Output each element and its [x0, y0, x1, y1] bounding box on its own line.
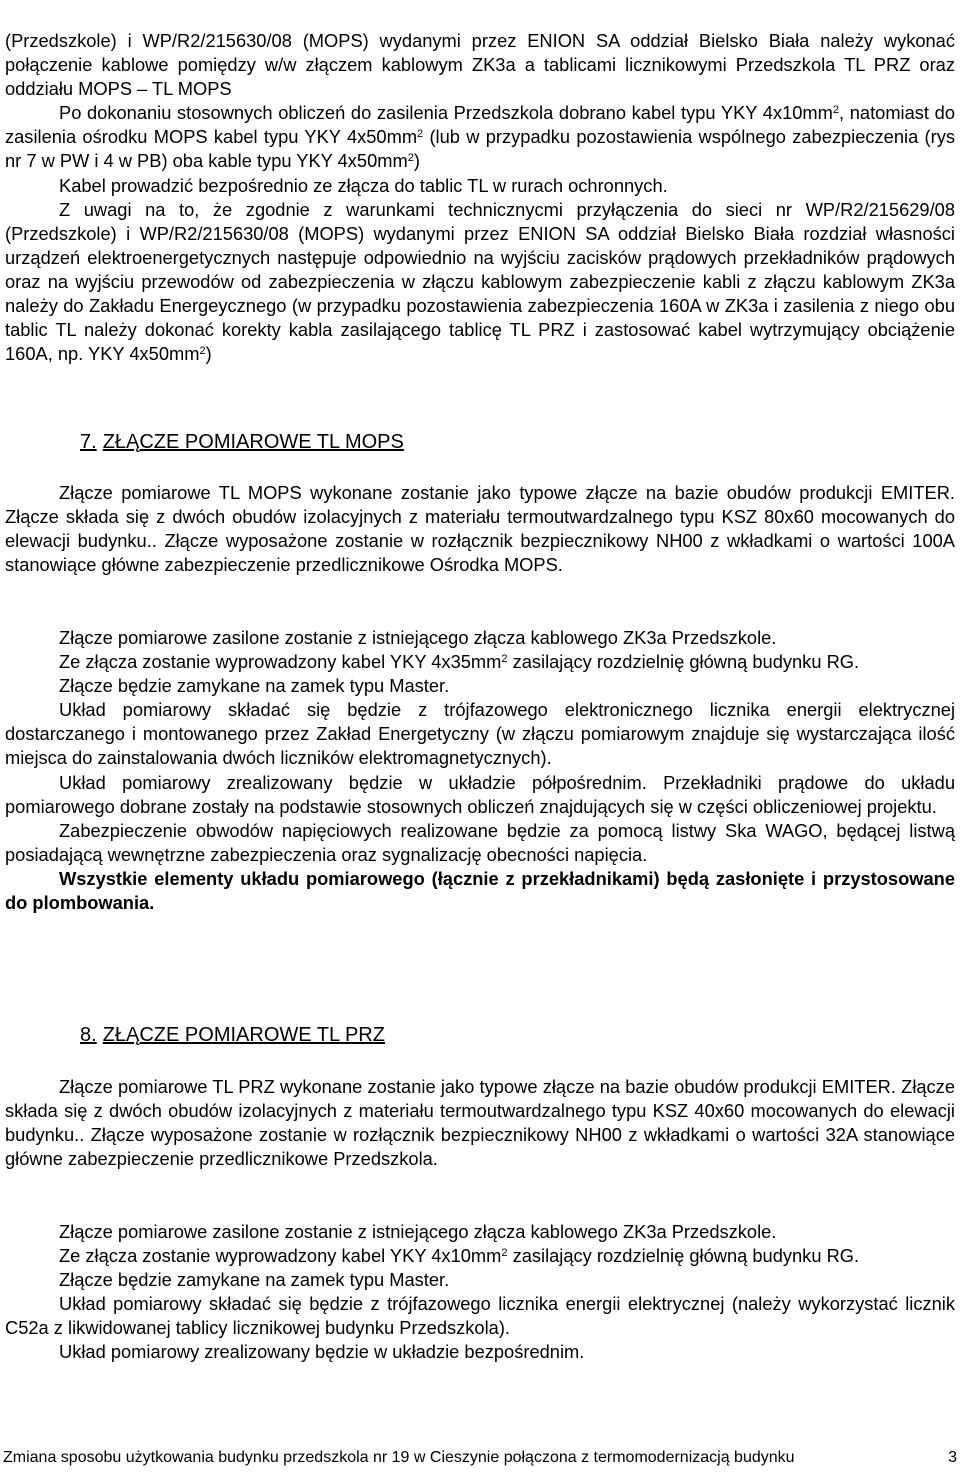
- text-run: (lub w przypadku pozostawienia wspólnego zabezpieczenia (rys nr 7 w PW i 4 w PB) oba kable typu YKY 4x50mm: [5, 126, 955, 172]
- section-7-body: [5, 481, 955, 577]
- paragraph: Układ pomiarowy składać się będzie z trójfazowego licznika energii elektrycznej (należy wykorzystać licznik C52a z likwidowanej tablicy licznikowej budynku Przedszkola).: [5, 1293, 955, 1339]
- paragraph: Złącze pomiarowe zasilone zostanie z istniejącego złącza kablowego ZK3a Przedszkole.: [59, 1221, 777, 1242]
- paragraph: Złącze pomiarowe TL PRZ wykonane zostanie jako typowe złącze na bazie obudów produkcji EMITER. Złącze składa się z dwóch obudów izolacyjnych z materiału termoutwardzalnego typu KSZ 40x60 mocowanych do elewacji budynku.. Złącze wyposażone zostanie w rozłącznik bezpiecznikowy NH00 z wkładkami o wartości 32A stanowiące główne zabezpieczenie przedlicznikowe Przedszkola.: [5, 1076, 955, 1170]
- paragraph: Układ pomiarowy składać się będzie z trójfazowego elektronicznego licznika energii elektrycznej dostarczanego i montowanego przez Zakład Energetyczny (w złączu pomiarowym znajduje się wystarczająca ilość miejsca do zainstalowania dwóch liczników elektromagnetycznych).: [5, 699, 955, 769]
- section-title: ZŁĄCZE POMIAROWE TL PRZ: [102, 1024, 385, 1046]
- superscript: 2: [417, 128, 424, 141]
- section-7-body-2: [5, 626, 955, 915]
- superscript: 2: [407, 152, 414, 165]
- intro-section: [5, 29, 955, 366]
- section-title: ZŁĄCZE POMIAROWE TL MOPS: [102, 431, 404, 453]
- paragraph: Układ pomiarowy zrealizowany będzie w układzie bezpośrednim.: [59, 1341, 585, 1363]
- section-number: 7.: [80, 431, 97, 453]
- bold-paragraph: Wszystkie elementy układu pomiarowego (łącznie z przekładnikami) będą zasłonięte i przystosowane do plombowania.: [5, 867, 955, 914]
- footer-text: Zmiana sposobu użytkowania budynku przedszkola nr 19 w Cieszynie połączona z termomodernizacją budynku: [3, 1449, 795, 1466]
- paragraph: Złącze będzie zamykane na zamek typu Master.: [59, 675, 450, 697]
- page-footer: [3, 1448, 957, 1468]
- paragraph: Złącze będzie zamykane na zamek typu Master.: [59, 1269, 450, 1291]
- text-run: Po dokonaniu stosownych obliczeń do zasilenia Przedszkola dobrano kabel typu YKY 4x10mm: [59, 102, 833, 124]
- paragraph: Złącze pomiarowe zasilone zostanie z istniejącego złącza kablowego ZK3a Przedszkole.: [59, 627, 777, 648]
- superscript: 2: [501, 1247, 508, 1260]
- section-8-body: [5, 1075, 955, 1171]
- superscript: 2: [832, 104, 840, 117]
- paragraph: [5, 1244, 955, 1268]
- section-8-body-2: [5, 1220, 955, 1365]
- paragraph: Zabezpieczenie obwodów napięciowych realizowane będzie za pomocą listwy Ska WAGO, będącej listwą posiadającą wewnętrzne zabezpieczenia oraz sygnalizację obecności napięcia.: [5, 819, 955, 865]
- text-run: zasilający rozdzielnię główną budynku RG.: [507, 1245, 860, 1267]
- text-run: , natomiast do zasilenia ośrodku MOPS kabel typu YKY 4x50mm: [5, 102, 955, 148]
- text-run: zasilający rozdzielnię główną budynku RG.: [507, 651, 860, 673]
- text-run: ): [205, 343, 212, 365]
- text-run: Ze złącza zostanie wyprowadzony kabel YKY 4x35mm: [59, 651, 502, 673]
- section-8-heading: [80, 1023, 385, 1047]
- text-run: Z uwagi na to, że zgodnie z warunkami technicznycmi przyłączenia do sieci nr WP/R2/215629/08 (Przedszkole) i WP/R2/215630/08 (MOPS) wydanymi przez ENION SA oddział Bielsko Biała rozdział własności urządzeń elektroenergetycznych następuje odpowiednio na wyjściu zacisków prądowych przekładników prądowych oraz na wyjściu przewodów od zabezpieczenia w złączu kablowym zabezpieczenie kabli z złączu kablowym ZK3a należy do Zakładu Energeycznego (w przypadku pozostawienia zabezpieczenia 160A w ZK3a i zasilenia z niego obu tablic TL należy dokonać korekty kabla zasilającego tablicę TL PRZ i zastosować kabel wytrzymujący obciążenie 160A, np. YKY 4x50mm: [5, 198, 955, 365]
- superscript: 2: [199, 345, 206, 358]
- section-7-heading: [80, 430, 404, 454]
- text-run: Ze złącza zostanie wyprowadzony kabel YKY 4x10mm: [59, 1245, 502, 1267]
- section-number: 8.: [80, 1024, 97, 1046]
- paragraph: Złącze pomiarowe TL MOPS wykonane zostanie jako typowe złącze na bazie obudów produkcji EMITER. Złącze składa się z dwóch obudów izolacyjnych z materiału termoutwardzalnego typu KSZ 80x60 mocowanych do elewacji budynku.. Złącze wyposażone zostanie w rozłącznik bezpiecznikowy NH00 z wkładkami o wartości 100A stanowiące główne zabezpieczenie przedlicznikowe Ośrodka MOPS.: [5, 482, 955, 576]
- paragraph: Układ pomiarowy zrealizowany będzie w układzie półpośrednim. Przekładniki prądowe do układu pomiarowego dobrane zostały na podstawie stosownych obliczeń znajdujących się w części obliczeniowej projektu.: [5, 771, 955, 817]
- page-number: 3: [948, 1449, 957, 1466]
- superscript: 2: [501, 653, 508, 666]
- text-run: ): [413, 150, 420, 172]
- intro-paragraph: (Przedszkole) i WP/R2/215630/08 (MOPS) wydanymi przez ENION SA oddział Bielsko Biała należy wykonać połączenie kablowe pomiędzy w/w złączem kablowym ZK3a a tablicami licznikowymi Przedszkola TL PRZ oraz oddziału MOPS – TL MOPS: [5, 30, 955, 100]
- cable-selection-paragraph: [5, 101, 955, 173]
- paragraph: [5, 650, 955, 674]
- cable-routing-paragraph: Kabel prowadzić bezpośrednio ze złącza do tablic TL w rurach ochronnych.: [59, 174, 668, 196]
- ownership-paragraph: [5, 198, 955, 367]
